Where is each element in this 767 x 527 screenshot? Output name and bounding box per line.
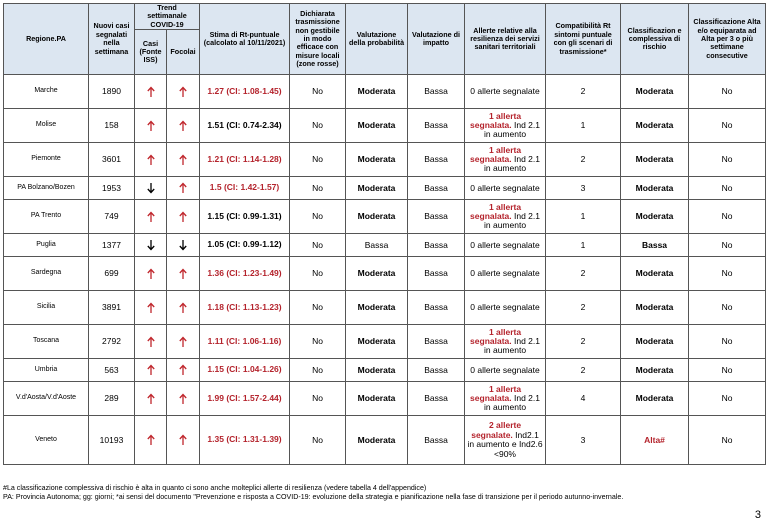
compat-cell: 2 bbox=[546, 75, 621, 109]
alert-detail: Ind 2.1 in aumento bbox=[483, 120, 540, 140]
new-cases-cell: 2792 bbox=[89, 325, 135, 359]
alert-count: 1 allerta segnalata. bbox=[470, 383, 522, 404]
arrow-up-icon bbox=[146, 364, 156, 376]
probability-cell: Moderata bbox=[346, 325, 408, 359]
impact-cell: Bassa bbox=[408, 143, 465, 177]
header-probability: Valutazione della probabilità bbox=[346, 4, 408, 75]
probability-cell: Moderata bbox=[346, 200, 408, 234]
arrow-up-icon bbox=[146, 393, 156, 405]
impact-cell: Bassa bbox=[408, 359, 465, 382]
declared-cell: No bbox=[290, 359, 346, 382]
arrow-up-icon bbox=[146, 120, 156, 132]
high-cell: No bbox=[689, 382, 766, 416]
region-cell: Toscana bbox=[4, 325, 89, 359]
alerts-cell bbox=[465, 382, 546, 416]
high-cell: No bbox=[689, 416, 766, 465]
alerts-cell bbox=[465, 200, 546, 234]
classification-cell: Bassa bbox=[621, 234, 689, 257]
alert-detail: Ind 2.1 in aumento bbox=[483, 393, 540, 413]
header-trend-group: Trend settimanale COVID-19 bbox=[135, 4, 200, 30]
rt-cell: 1.15 (CI: 1.04-1.26) bbox=[200, 359, 290, 382]
alerts-cell bbox=[465, 325, 546, 359]
probability-cell: Moderata bbox=[346, 257, 408, 291]
header-classification: Classificazion e complessiva di rischio bbox=[621, 4, 689, 75]
arrow-up-icon bbox=[178, 120, 188, 132]
classification-cell: Moderata bbox=[621, 291, 689, 325]
trend-outbreaks-cell bbox=[167, 143, 200, 177]
rt-cell: 1.5 (CI: 1.42-1.57) bbox=[200, 177, 290, 200]
impact-cell: Bassa bbox=[408, 109, 465, 143]
impact-cell: Bassa bbox=[408, 234, 465, 257]
arrow-up-icon bbox=[178, 211, 188, 223]
impact-cell: Bassa bbox=[408, 291, 465, 325]
impact-cell: Bassa bbox=[408, 177, 465, 200]
declared-cell: No bbox=[290, 75, 346, 109]
rt-cell: 1.99 (CI: 1.57-2.44) bbox=[200, 382, 290, 416]
table-row bbox=[4, 291, 766, 325]
region-cell: Sicilia bbox=[4, 291, 89, 325]
classification-cell: Moderata bbox=[621, 382, 689, 416]
trend-cases-cell bbox=[135, 143, 167, 177]
classification-cell: Moderata bbox=[621, 325, 689, 359]
footnote-classification: #La classificazione complessiva di rischio è alta in quanto ci sono anche molteplici allerte di resilienza (vedere tabella 4 dell'appendice) bbox=[3, 484, 427, 492]
header-rt: Stima di Rt-puntuale (calcolato al 10/11/2021) bbox=[200, 4, 290, 75]
arrow-up-icon bbox=[178, 182, 188, 194]
trend-cases-cell bbox=[135, 234, 167, 257]
region-cell: Molise bbox=[4, 109, 89, 143]
arrow-down-icon bbox=[146, 182, 156, 194]
new-cases-cell: 1953 bbox=[89, 177, 135, 200]
high-cell: No bbox=[689, 257, 766, 291]
classification-cell: Moderata bbox=[621, 75, 689, 109]
arrow-up-icon bbox=[146, 336, 156, 348]
alert-count: 1 allerta segnalata. bbox=[470, 144, 522, 165]
high-cell: No bbox=[689, 200, 766, 234]
alert-detail: 0 allerte segnalate bbox=[470, 364, 540, 375]
probability-cell: Moderata bbox=[346, 416, 408, 465]
compat-cell: 1 bbox=[546, 234, 621, 257]
declared-cell: No bbox=[290, 143, 346, 177]
declared-cell: No bbox=[290, 200, 346, 234]
declared-cell: No bbox=[290, 291, 346, 325]
header-alerts: Allerte relative alla resilienza dei servizi sanitari territoriali bbox=[465, 4, 546, 75]
trend-cases-cell bbox=[135, 325, 167, 359]
header-compat: Compatibilità Rt sintomi puntuale con gli scenari di trasmissione* bbox=[546, 4, 621, 75]
alerts-cell bbox=[465, 143, 546, 177]
trend-outbreaks-cell bbox=[167, 291, 200, 325]
region-cell: Puglia bbox=[4, 234, 89, 257]
trend-cases-cell bbox=[135, 257, 167, 291]
classification-cell: Moderata bbox=[621, 109, 689, 143]
trend-cases-cell bbox=[135, 75, 167, 109]
rt-cell: 1.35 (CI: 1.31-1.39) bbox=[200, 416, 290, 465]
table-row bbox=[4, 382, 766, 416]
table-row bbox=[4, 234, 766, 257]
region-cell: PA Bolzano/Bozen bbox=[4, 177, 89, 200]
table-row bbox=[4, 109, 766, 143]
new-cases-cell: 749 bbox=[89, 200, 135, 234]
compat-cell: 2 bbox=[546, 257, 621, 291]
high-cell: No bbox=[689, 359, 766, 382]
alerts-cell bbox=[465, 257, 546, 291]
classification-cell: Moderata bbox=[621, 200, 689, 234]
region-cell: Umbria bbox=[4, 359, 89, 382]
trend-cases-cell bbox=[135, 200, 167, 234]
arrow-up-icon bbox=[146, 86, 156, 98]
trend-cases-cell bbox=[135, 416, 167, 465]
header-high: Classificazione Alta e/o equiparata ad Alta per 3 o più settimane consecutive bbox=[689, 4, 766, 75]
new-cases-cell: 3601 bbox=[89, 143, 135, 177]
high-cell: No bbox=[689, 234, 766, 257]
alerts-cell bbox=[465, 416, 546, 465]
alert-count: 1 allerta segnalata. bbox=[470, 326, 522, 347]
impact-cell: Bassa bbox=[408, 416, 465, 465]
new-cases-cell: 289 bbox=[89, 382, 135, 416]
trend-outbreaks-cell bbox=[167, 325, 200, 359]
alerts-cell bbox=[465, 75, 546, 109]
compat-cell: 3 bbox=[546, 177, 621, 200]
trend-outbreaks-cell bbox=[167, 416, 200, 465]
high-cell: No bbox=[689, 75, 766, 109]
region-cell: V.d'Aosta/V.d'Aoste bbox=[4, 382, 89, 416]
probability-cell: Moderata bbox=[346, 109, 408, 143]
trend-outbreaks-cell bbox=[167, 234, 200, 257]
new-cases-cell: 699 bbox=[89, 257, 135, 291]
probability-cell: Moderata bbox=[346, 75, 408, 109]
arrow-up-icon bbox=[178, 268, 188, 280]
declared-cell: No bbox=[290, 382, 346, 416]
arrow-up-icon bbox=[146, 211, 156, 223]
high-cell: No bbox=[689, 291, 766, 325]
rt-cell: 1.05 (CI: 0.99-1.12) bbox=[200, 234, 290, 257]
rt-cell: 1.11 (CI: 1.06-1.16) bbox=[200, 325, 290, 359]
trend-outbreaks-cell bbox=[167, 200, 200, 234]
classification-cell: Alta# bbox=[621, 416, 689, 465]
high-cell: No bbox=[689, 109, 766, 143]
trend-cases-cell bbox=[135, 109, 167, 143]
trend-outbreaks-cell bbox=[167, 109, 200, 143]
alert-count: 1 allerta segnalata. bbox=[470, 201, 522, 222]
table-row bbox=[4, 177, 766, 200]
arrow-down-icon bbox=[146, 239, 156, 251]
region-cell: Veneto bbox=[4, 416, 89, 465]
alert-detail: 0 allerte segnalate bbox=[470, 302, 540, 313]
alert-count: 1 allerta segnalata. bbox=[470, 110, 522, 131]
trend-cases-cell bbox=[135, 382, 167, 416]
arrow-up-icon bbox=[178, 302, 188, 314]
probability-cell: Moderata bbox=[346, 143, 408, 177]
footnote-abbreviations: PA: Provincia Autonoma; gg: giorni; *ai sensi del documento "Prevenzione e risposta a COVID-19: evoluzione della strategia e pianificazione nella fase di transizione per il periodo autunno-invernale. bbox=[3, 493, 624, 501]
arrow-up-icon bbox=[146, 434, 156, 446]
arrow-up-icon bbox=[178, 434, 188, 446]
arrow-down-icon bbox=[178, 239, 188, 251]
compat-cell: 2 bbox=[546, 325, 621, 359]
new-cases-cell: 563 bbox=[89, 359, 135, 382]
compat-cell: 2 bbox=[546, 359, 621, 382]
new-cases-cell: 1890 bbox=[89, 75, 135, 109]
trend-cases-cell bbox=[135, 291, 167, 325]
declared-cell: No bbox=[290, 325, 346, 359]
arrow-up-icon bbox=[146, 302, 156, 314]
trend-cases-cell bbox=[135, 359, 167, 382]
table-row bbox=[4, 200, 766, 234]
arrow-up-icon bbox=[146, 268, 156, 280]
compat-cell: 1 bbox=[546, 109, 621, 143]
high-cell: No bbox=[689, 325, 766, 359]
risk-table bbox=[3, 3, 766, 465]
trend-outbreaks-cell bbox=[167, 382, 200, 416]
compat-cell: 1 bbox=[546, 200, 621, 234]
classification-cell: Moderata bbox=[621, 143, 689, 177]
new-cases-cell: 10193 bbox=[89, 416, 135, 465]
region-cell: Piemonte bbox=[4, 143, 89, 177]
region-cell: PA Trento bbox=[4, 200, 89, 234]
classification-cell: Moderata bbox=[621, 359, 689, 382]
high-cell: No bbox=[689, 177, 766, 200]
rt-cell: 1.15 (CI: 0.99-1.31) bbox=[200, 200, 290, 234]
table-row bbox=[4, 416, 766, 465]
classification-cell: Moderata bbox=[621, 177, 689, 200]
rt-cell: 1.21 (CI: 1.14-1.28) bbox=[200, 143, 290, 177]
probability-cell: Moderata bbox=[346, 291, 408, 325]
declared-cell: No bbox=[290, 257, 346, 291]
table-row bbox=[4, 359, 766, 382]
impact-cell: Bassa bbox=[408, 382, 465, 416]
new-cases-cell: 158 bbox=[89, 109, 135, 143]
arrow-up-icon bbox=[178, 364, 188, 376]
region-cell: Sardegna bbox=[4, 257, 89, 291]
alert-detail: 0 allerte segnalate bbox=[470, 268, 540, 279]
alert-detail: Ind 2.1 in aumento bbox=[483, 336, 540, 356]
arrow-up-icon bbox=[178, 393, 188, 405]
declared-cell: No bbox=[290, 109, 346, 143]
probability-cell: Moderata bbox=[346, 359, 408, 382]
classification-cell: Moderata bbox=[621, 257, 689, 291]
probability-cell: Bassa bbox=[346, 234, 408, 257]
compat-cell: 3 bbox=[546, 416, 621, 465]
page-number: 3 bbox=[754, 509, 761, 521]
region-cell: Marche bbox=[4, 75, 89, 109]
compat-cell: 4 bbox=[546, 382, 621, 416]
table-row bbox=[4, 75, 766, 109]
trend-outbreaks-cell bbox=[167, 359, 200, 382]
table-body bbox=[4, 75, 766, 465]
impact-cell: Bassa bbox=[408, 75, 465, 109]
header-impact: Valutazione di impatto bbox=[408, 4, 465, 75]
alerts-cell bbox=[465, 291, 546, 325]
alert-detail: 0 allerte segnalate bbox=[470, 86, 540, 97]
declared-cell: No bbox=[290, 177, 346, 200]
trend-outbreaks-cell bbox=[167, 177, 200, 200]
alert-detail: Ind 2.1 in aumento bbox=[483, 211, 540, 231]
arrow-up-icon bbox=[178, 154, 188, 166]
trend-outbreaks-cell bbox=[167, 75, 200, 109]
declared-cell: No bbox=[290, 416, 346, 465]
alerts-cell bbox=[465, 234, 546, 257]
impact-cell: Bassa bbox=[408, 200, 465, 234]
probability-cell: Moderata bbox=[346, 177, 408, 200]
alerts-cell bbox=[465, 359, 546, 382]
rt-cell: 1.27 (CI: 1.08-1.45) bbox=[200, 75, 290, 109]
header-declared: Dichiarata trasmissione non gestibile in modo efficace con misure locali (zone rosse) bbox=[290, 4, 346, 75]
alerts-cell bbox=[465, 109, 546, 143]
rt-cell: 1.51 (CI: 0.74-2.34) bbox=[200, 109, 290, 143]
probability-cell: Moderata bbox=[346, 382, 408, 416]
compat-cell: 2 bbox=[546, 291, 621, 325]
trend-outbreaks-cell bbox=[167, 257, 200, 291]
alert-detail: 0 allerte segnalate bbox=[470, 182, 540, 193]
header-trend-cases: Casi (Fonte ISS) bbox=[135, 30, 167, 75]
impact-cell: Bassa bbox=[408, 257, 465, 291]
trend-cases-cell bbox=[135, 177, 167, 200]
alerts-cell bbox=[465, 177, 546, 200]
rt-cell: 1.36 (CI: 1.23-1.49) bbox=[200, 257, 290, 291]
compat-cell: 2 bbox=[546, 143, 621, 177]
arrow-up-icon bbox=[178, 86, 188, 98]
arrow-up-icon bbox=[178, 336, 188, 348]
high-cell: No bbox=[689, 143, 766, 177]
new-cases-cell: 1377 bbox=[89, 234, 135, 257]
alert-detail: Ind2.1 in aumento e Ind2.6 <90% bbox=[467, 429, 543, 459]
header-new-cases: Nuovi casi segnalati nella settimana bbox=[89, 4, 135, 75]
rt-cell: 1.18 (CI: 1.13-1.23) bbox=[200, 291, 290, 325]
alert-detail: 0 allerte segnalate bbox=[470, 239, 540, 250]
table-row bbox=[4, 257, 766, 291]
arrow-up-icon bbox=[146, 154, 156, 166]
header-region: Regione.PA bbox=[4, 4, 89, 75]
table-row bbox=[4, 325, 766, 359]
impact-cell: Bassa bbox=[408, 325, 465, 359]
alert-count: 2 allerte segnalate. bbox=[471, 420, 522, 440]
header-trend-outbreaks: Focolai bbox=[167, 30, 200, 75]
new-cases-cell: 3891 bbox=[89, 291, 135, 325]
alert-detail: Ind 2.1 in aumento bbox=[483, 154, 540, 174]
table-row bbox=[4, 143, 766, 177]
declared-cell: No bbox=[290, 234, 346, 257]
